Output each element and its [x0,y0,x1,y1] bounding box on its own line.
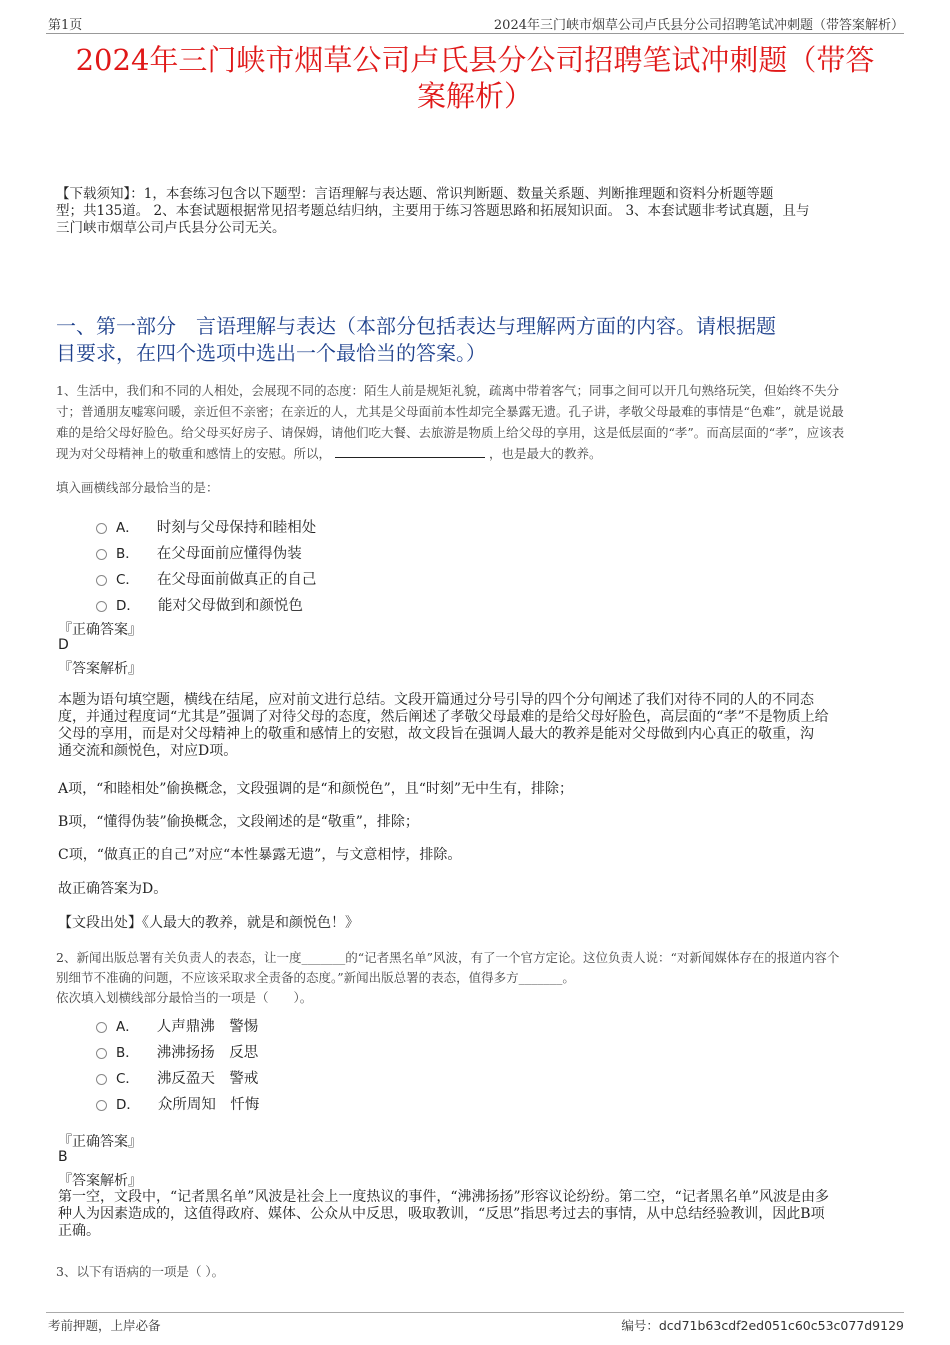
analysis-label: 『答案解析』 [58,1173,142,1189]
option-a-analysis: A项，“和睦相处”偷换概念，文段强调的是“和颜悦色”，且“时刻”无中生有，排除； [58,781,574,797]
option-a[interactable] [96,1012,259,1038]
correct-answer: D [58,637,69,653]
radio-icon[interactable] [96,1048,107,1059]
analysis-line: 度，并通过程度词“尤其是”强调了对待父母的态度，然后阐述了孝敬父母最难的是给父母好脸色，高层面的“孝”不是物质上给 [58,709,829,725]
radio-icon[interactable] [96,1074,107,1085]
stem-line: 依次填入划横线部分最恰当的一项是（ ）。 [56,990,313,1005]
page-number: 第1页 [48,18,83,33]
stem-line: 1、生活中，我们和不同的人相处，会展现不同的态度：陌生人前是规矩礼貌，疏离中带着客气；同事之间可以开几句熟络玩笑，但始终不失分 [56,383,839,398]
radio-icon[interactable] [96,523,107,534]
analysis-line: 种人为因素造成的，这值得政府、媒体、公众从中反思，吸取教训，“反思”指思考过去的事情，从中总结经验教训，因此B项 [58,1206,825,1222]
section-heading [56,313,776,367]
option-letter: B． [116,1045,139,1061]
source-citation: 【文段出处】《人最大的教养，就是和颜悦色！》 [58,915,359,931]
conclusion: 故正确答案为D。 [58,881,168,897]
radio-icon[interactable] [96,1022,107,1033]
option-d[interactable] [96,1090,259,1116]
radio-icon[interactable] [96,575,107,586]
radio-icon[interactable] [96,1100,107,1111]
option-text: 在父母面前做真正的自己 [156,571,317,588]
radio-icon[interactable] [96,549,107,560]
question-2-stem [56,948,839,1008]
option-letter: A． [116,520,139,536]
section-heading-line: 目要求，在四个选项中选出一个最恰当的答案。） [56,341,486,365]
header-divider [46,33,904,34]
analysis-label: 『答案解析』 [58,661,142,677]
option-letter: C． [116,572,139,588]
stem-line: 2、新闻出版总署有关负责人的表态，让一度_______的“记者黑名单”风波，有了一个官方定论。这位负责人说：“对新闻媒体存在的报道内容个 [56,950,840,965]
question-3-stem: 3、以下有语病的一项是（ ）。 [56,1264,225,1279]
download-notice [56,186,810,237]
option-text: 在父母面前应懂得伪装 [156,545,302,562]
analysis-line: 正确。 [58,1223,100,1239]
radio-icon[interactable] [96,601,107,612]
answer-label: 『正确答案』 [58,1134,142,1150]
code-label: 编号： [621,1318,659,1333]
notice-line: 三门峡市烟草公司卢氏县分公司无关。 [56,220,286,236]
analysis-line: 本题为语句填空题，横线在结尾，应对前文进行总结。文段开篇通过分号引导的四个分句阐述了我们对待不同的人的不同态 [58,692,814,708]
option-text: 沸沸扬扬 反思 [156,1044,259,1061]
option-c-analysis: C项，“做真正的自己”对应“本性暴露无遗”，与文意相悖，排除。 [58,847,462,863]
option-text: 能对父母做到和颜悦色 [157,597,303,614]
option-letter: D． [116,598,140,614]
footer-slogan: 考前押题，上岸必备 [48,1318,161,1333]
option-text: 人声鼎沸 警惕 [156,1018,259,1035]
stem-text: ，也是最大的教养。 [489,446,602,461]
footer-divider [46,1312,904,1313]
document-code [621,1316,904,1334]
option-text: 众所周知 忏悔 [157,1096,260,1113]
analysis-line: 父母的享用，而是对父母精神上的敬重和感情上的安慰，故文段旨在强调人最大的教养是能对父母做到内心真正的敬重，沟 [58,726,814,742]
option-a[interactable] [96,513,316,539]
stem-line: 难的是给父母好脸色。给父母买好房子、请保姆，请他们吃大餐、去旅游是物质上给父母的享用，这是低层面的“孝”。而高层面的“孝”，应该表 [56,425,845,440]
notice-line: 【下载须知】：1，本套练习包含以下题型：言语理解与表达题、常识判断题、数量关系题、判断推理题和资料分析题等题 [56,186,774,202]
analysis-text [58,1189,829,1240]
stem-line: 寸；普通朋友嘘寒问暖，亲近但不亲密；在亲近的人，尤其是父母面前本性却完全暴露无遗。孔子讲，孝敬父母最难的事情是“色难”，就是说最 [56,404,844,419]
answer-label: 『正确答案』 [58,622,142,638]
running-title: 2024年三门峡市烟草公司卢氏县分公司招聘笔试冲刺题（带答案解析） [493,18,904,33]
stem-line: 别细节不准确的问题，不应该采取求全责备的态度。”新闻出版总署的表态，值得多方_______。 [56,970,575,985]
question-1-prompt: 填入画横线部分最恰当的是： [56,480,219,495]
fill-blank [335,445,485,458]
option-letter: C． [116,1071,139,1087]
option-c[interactable] [96,565,316,591]
section-heading-line: 一、第一部分 言语理解与表达（本部分包括表达与理解两方面的内容。请根据题 [56,314,776,338]
option-text: 沸反盈天 警戒 [156,1070,259,1087]
analysis-text [58,692,829,760]
document-title [40,42,910,114]
option-b[interactable] [96,539,316,565]
option-b-analysis: B项，“懂得伪装”偷换概念，文段阐述的是“敬重”，排除； [58,814,419,830]
code-value: dcd71b63cdf2ed051c60c53c077d9129 [658,1318,904,1333]
option-letter: D． [116,1097,140,1113]
title-line-2: 案解析） [416,79,533,113]
title-line-1: 2024年三门峡市烟草公司卢氏县分公司招聘笔试冲刺题（带答 [75,43,875,77]
option-letter: A． [116,1019,139,1035]
question-1-stem [56,380,844,464]
correct-answer: B [58,1149,68,1165]
analysis-line: 通交流和颜悦色，对应D项。 [58,743,238,759]
option-text: 时刻与父母保持和睦相处 [156,519,317,536]
option-b[interactable] [96,1038,259,1064]
notice-line: 型；共135道。 2、本套试题根据常见招考题总结归纳，主要用于练习答题思路和拓展知识面。 3、本套试题非考试真题，且与 [56,203,810,219]
question-1-options [96,513,316,617]
option-c[interactable] [96,1064,259,1090]
stem-text: 现为对父母精神上的敬重和感情上的安慰。所以， [56,446,332,461]
stem-line-with-blank [56,443,844,464]
option-d[interactable] [96,591,316,617]
analysis-line: 第一空，文段中，“记者黑名单”风波是社会上一度热议的事件，“沸沸扬扬”形容议论纷纷。第二空，“记者黑名单”风波是由多 [58,1189,829,1205]
option-letter: B． [116,546,139,562]
question-2-options [96,1012,259,1116]
